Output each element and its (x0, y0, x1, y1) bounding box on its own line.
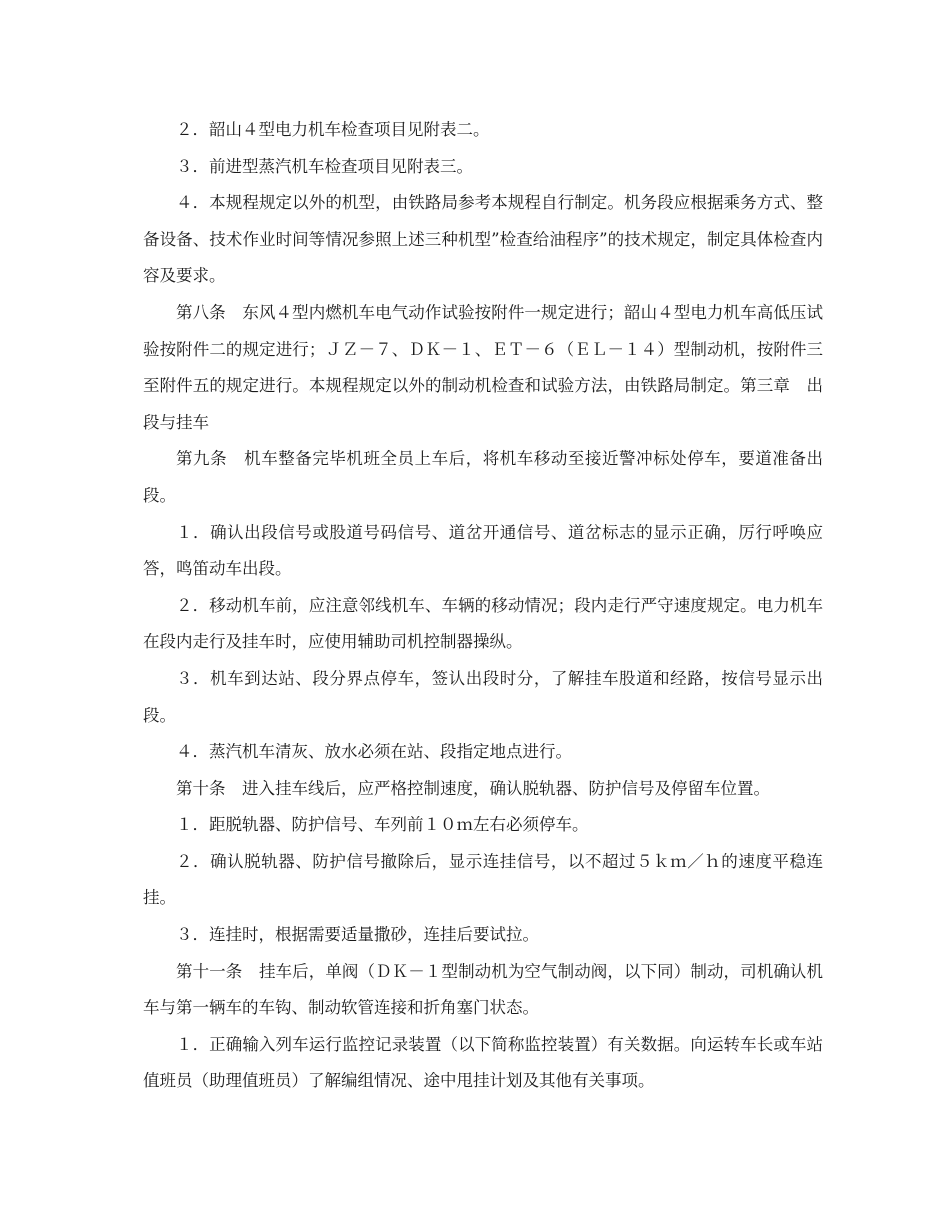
paragraph-article-11: 第十一条 挂车后，单阀（ＤＫ－１型制动机为空气制动阀，以下同）制动，司机确认机车与第一辆车的车钩、制动软管连接和折角塞门状态。 (143, 961, 823, 1018)
paragraph-article-9-item-4: ４．蒸汽机车清灰、放水必须在站、段指定地点进行。 (176, 742, 572, 762)
document-body (143, 112, 823, 1100)
paragraph-article-10-item-2: ２．确认脱轨器、防护信号撤除后，显示连挂信号，以不超过５ｋｍ／ｈ的速度平稳连挂。 (143, 851, 823, 908)
paragraph-article-10-item-3: ３．连挂时，根据需要适量撒砂，连挂后要试拉。 (176, 925, 539, 945)
paragraph-item-4-other-models: ４．本规程规定以外的机型，由铁路局参考本规程自行制定。机务段应根据乘务方式、整备设备、技术作业时间等情况参照上述三种机型”检查给油程序”的技术规定，制定具体检查内容及要求。 (143, 193, 823, 286)
paragraph-article-9-item-3: ３．机车到达站、段分界点停车，签认出段时分，了解挂车股道和经路，按信号显示出段。 (143, 668, 823, 725)
paragraph-article-10: 第十条 进入挂车线后，应严格控制速度，确认脱轨器、防护信号及停留车位置。 (176, 778, 770, 798)
paragraph-item-2-shaoshan4: ２．韶山４型电力机车检查项目见附表二。 (176, 120, 490, 139)
paragraph-article-9-item-1: １．确认出段信号或股道号码信号、道岔开通信号、道岔标志的显示正确，厉行呼唤应答，鸣笛动车出段。 (143, 522, 823, 579)
paragraph-article-11-item-1: １．正确输入列车运行监控记录装置（以下简称监控装置）有关数据。向运转车长或车站值班员（助理值班员）了解编组情况、途中甩挂计划及其他有关事项。 (143, 1034, 823, 1091)
paragraph-article-9-item-2: ２．移动机车前，应注意邻线机车、车辆的移动情况；段内走行严守速度规定。电力机车在段内走行及挂车时，应使用辅助司机控制器操纵。 (143, 595, 823, 652)
paragraph-article-8: 第八条 东风４型内燃机车电气动作试验按附件一规定进行；韶山４型电力机车高低压试验按附件二的规定进行；ＪＺ－７、ＤＫ－１、ＥＴ－６（ＥＬ－１４）型制动机，按附件三至附件五的规定进行。本规程规定以外的制动机检查和试验方法，由铁路局制定。第三章 出段与挂车 (143, 302, 823, 432)
paragraph-article-10-item-1: １．距脱轨器、防护信号、车列前１０ｍ左右必须停车。 (176, 815, 589, 835)
paragraph-item-3-qianjin-steam: ３．前进型蒸汽机车检查项目见附表三。 (176, 156, 473, 176)
paragraph-article-9: 第九条 机车整备完毕机班全员上车后，将机车移动至接近警冲标处停车，要道准备出段。 (143, 449, 823, 505)
